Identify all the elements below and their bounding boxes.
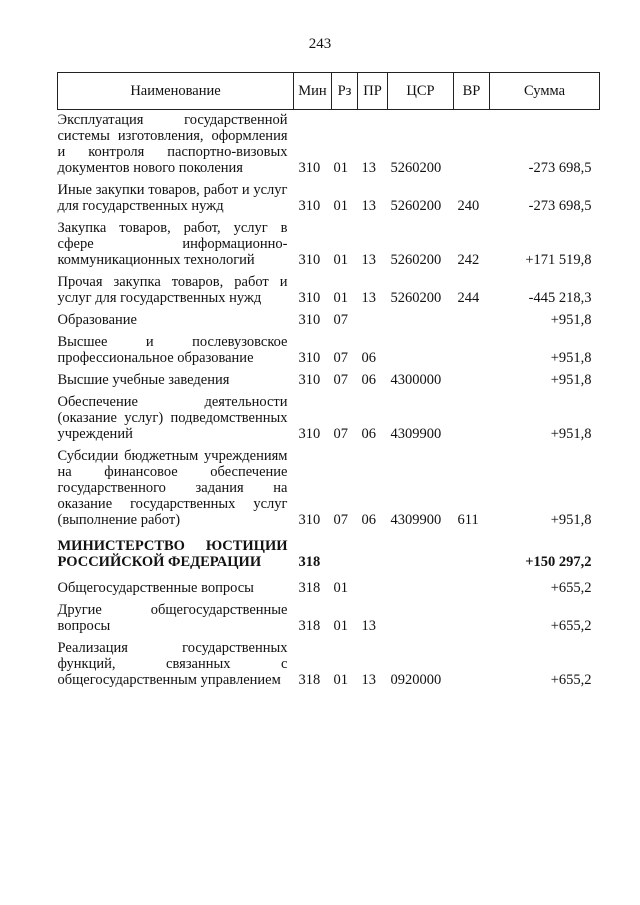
table-row bbox=[58, 448, 600, 538]
row-pr: 06 bbox=[361, 372, 376, 388]
row-vr: 244 bbox=[457, 290, 480, 306]
row-min: 310 bbox=[298, 290, 321, 306]
row-sum: -273 698,5 bbox=[528, 198, 592, 214]
header-name: Наименование bbox=[58, 73, 294, 110]
row-pr: 06 bbox=[361, 426, 376, 442]
row-sum: +150 297,2 bbox=[525, 554, 592, 570]
row-csr bbox=[388, 580, 454, 602]
row-csr: 5260200 bbox=[390, 290, 442, 306]
row-rz: 01 bbox=[333, 580, 348, 596]
row-vr bbox=[454, 312, 490, 334]
table-row bbox=[58, 182, 600, 220]
row-sum: -273 698,5 bbox=[528, 160, 592, 176]
header-pr: ПР bbox=[358, 73, 388, 110]
row-name: Закупка товаров, работ, услуг в сфере информационно-коммуникационных технологий bbox=[57, 220, 288, 268]
row-min: 310 bbox=[298, 312, 321, 328]
row-sum: +171 519,8 bbox=[525, 252, 592, 268]
row-name: Общегосударственные вопросы bbox=[57, 580, 254, 596]
table-row bbox=[58, 580, 600, 602]
row-min: 318 bbox=[298, 618, 321, 634]
page-number: 243 bbox=[308, 36, 332, 52]
row-rz: 07 bbox=[333, 372, 348, 388]
row-rz: 01 bbox=[333, 252, 348, 268]
budget-table bbox=[57, 72, 600, 694]
row-vr: 240 bbox=[457, 198, 480, 214]
row-csr: 5260200 bbox=[390, 198, 442, 214]
row-sum: +655,2 bbox=[550, 672, 592, 688]
row-rz: 01 bbox=[333, 198, 348, 214]
row-pr: 13 bbox=[361, 618, 376, 634]
row-rz: 07 bbox=[333, 426, 348, 442]
row-rz: 01 bbox=[333, 672, 348, 688]
row-pr bbox=[358, 538, 388, 580]
row-vr bbox=[454, 602, 490, 640]
row-rz: 01 bbox=[333, 290, 348, 306]
row-vr bbox=[454, 372, 490, 394]
row-name: Иные закупки товаров, работ и услуг для государственных нужд bbox=[57, 182, 288, 214]
row-name: Другие общегосударственные вопросы bbox=[57, 602, 288, 634]
table-row bbox=[58, 334, 600, 372]
row-min: 310 bbox=[298, 426, 321, 442]
row-pr: 13 bbox=[361, 672, 376, 688]
row-rz bbox=[332, 538, 358, 580]
table-header bbox=[58, 73, 600, 110]
row-vr: 611 bbox=[457, 512, 479, 528]
header-vr: ВР bbox=[454, 73, 490, 110]
row-csr: 5260200 bbox=[390, 160, 442, 176]
row-name: Субсидии бюджетным учреждениям на финансовое обеспечение государственного задания на оказание государственных услуг (выполнение работ) bbox=[57, 448, 288, 528]
row-rz: 01 bbox=[333, 160, 348, 176]
row-vr bbox=[454, 110, 490, 183]
table-row-ministry bbox=[58, 538, 600, 580]
row-name: МИНИСТЕРСТВО ЮСТИЦИИ РОССИЙСКОЙ ФЕДЕРАЦИИ bbox=[57, 538, 288, 570]
row-csr bbox=[388, 602, 454, 640]
row-csr bbox=[388, 334, 454, 372]
row-csr: 4309900 bbox=[390, 426, 442, 442]
row-csr bbox=[388, 312, 454, 334]
row-sum: +951,8 bbox=[550, 512, 592, 528]
row-min: 310 bbox=[298, 198, 321, 214]
row-sum: +951,8 bbox=[550, 350, 592, 366]
row-name: Высшее и послевузовское профессиональное образование bbox=[57, 334, 288, 366]
row-min: 318 bbox=[298, 672, 321, 688]
row-csr: 4300000 bbox=[390, 372, 442, 388]
row-pr: 13 bbox=[361, 160, 376, 176]
row-vr: 242 bbox=[457, 252, 480, 268]
row-rz: 07 bbox=[333, 512, 348, 528]
row-vr bbox=[454, 640, 490, 694]
row-pr: 13 bbox=[361, 290, 376, 306]
row-csr: 4309900 bbox=[390, 512, 442, 528]
row-min: 310 bbox=[298, 252, 321, 268]
table-row bbox=[58, 274, 600, 312]
header-min: Мин bbox=[294, 73, 332, 110]
table-row bbox=[58, 110, 600, 183]
row-vr bbox=[454, 538, 490, 580]
row-name: Прочая закупка товаров, работ и услуг для государственных нужд bbox=[57, 274, 288, 306]
row-min: 318 bbox=[298, 554, 321, 570]
row-min: 310 bbox=[298, 350, 321, 366]
row-sum: +951,8 bbox=[550, 426, 592, 442]
row-sum: +655,2 bbox=[550, 580, 592, 596]
table-row bbox=[58, 394, 600, 448]
row-pr: 13 bbox=[361, 198, 376, 214]
row-csr: 5260200 bbox=[390, 252, 442, 268]
table-body bbox=[58, 110, 600, 695]
row-min: 318 bbox=[298, 580, 321, 596]
header-sum: Сумма bbox=[490, 73, 600, 110]
header-csr: ЦСР bbox=[388, 73, 454, 110]
row-sum: +951,8 bbox=[550, 372, 592, 388]
row-rz: 07 bbox=[333, 350, 348, 366]
row-csr: 0920000 bbox=[390, 672, 442, 688]
table-row bbox=[58, 312, 600, 334]
row-rz: 07 bbox=[333, 312, 348, 328]
table-row bbox=[58, 220, 600, 274]
table-row bbox=[58, 640, 600, 694]
header-rz: Рз bbox=[332, 73, 358, 110]
row-pr bbox=[358, 312, 388, 334]
table-row bbox=[58, 602, 600, 640]
row-name: Обеспечение деятельности (оказание услуг) подведомственных учреждений bbox=[57, 394, 288, 442]
row-pr: 13 bbox=[361, 252, 376, 268]
table-row bbox=[58, 372, 600, 394]
row-sum: +655,2 bbox=[550, 618, 592, 634]
row-name: Образование bbox=[57, 312, 137, 328]
row-rz: 01 bbox=[333, 618, 348, 634]
row-name: Реализация государственных функций, связанных с общегосударственным управлением bbox=[57, 640, 288, 688]
row-min: 310 bbox=[298, 512, 321, 528]
row-min: 310 bbox=[298, 160, 321, 176]
row-sum: +951,8 bbox=[550, 312, 592, 328]
row-vr bbox=[454, 394, 490, 448]
row-pr bbox=[358, 580, 388, 602]
row-vr bbox=[454, 580, 490, 602]
row-min: 310 bbox=[298, 372, 321, 388]
row-vr bbox=[454, 334, 490, 372]
row-sum: -445 218,3 bbox=[528, 290, 592, 306]
row-csr bbox=[388, 538, 454, 580]
row-pr: 06 bbox=[361, 512, 376, 528]
row-name: Высшие учебные заведения bbox=[57, 372, 230, 388]
row-pr: 06 bbox=[361, 350, 376, 366]
row-name: Эксплуатация государственной системы изготовления, оформления и контроля паспортно-визовых документов нового поколения bbox=[57, 112, 288, 176]
